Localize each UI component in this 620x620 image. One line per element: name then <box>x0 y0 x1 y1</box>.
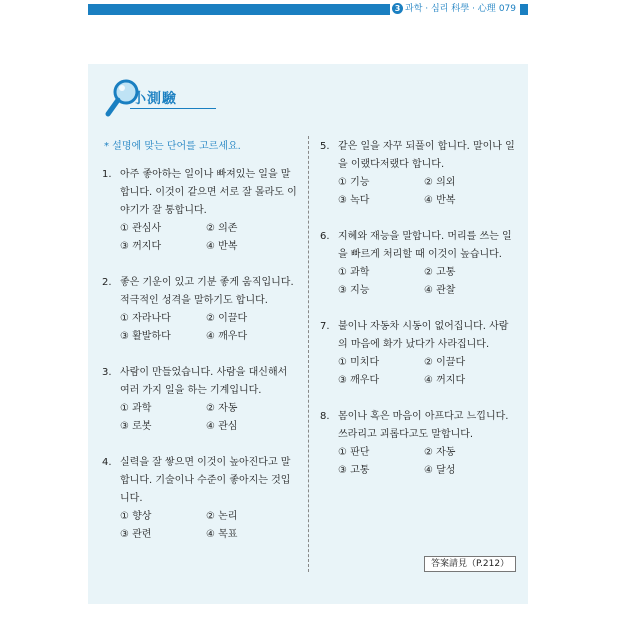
question-line <box>320 138 516 156</box>
answer-option[interactable]: ① 과학 <box>338 267 370 278</box>
quiz-title-area <box>104 74 224 122</box>
question-item <box>320 228 516 300</box>
question-number <box>102 490 120 508</box>
answer-option[interactable]: ② 의존 <box>206 223 238 234</box>
question-text: 을 이랬다저랬다 합니다. <box>338 159 445 170</box>
question-line <box>102 364 302 382</box>
page-number: 079 <box>498 4 516 14</box>
question-item <box>102 166 302 256</box>
question-item <box>320 138 516 210</box>
answer-options <box>120 508 302 544</box>
answer-option[interactable]: ① 판단 <box>338 447 370 458</box>
answer-reference: 答案請見（P.212） <box>424 556 516 572</box>
right-column <box>320 138 516 498</box>
answer-option[interactable]: ② 고통 <box>424 267 456 278</box>
question-text: 야기가 잘 통합니다. <box>120 205 207 216</box>
question-number <box>320 246 338 264</box>
chapter-title: 과학 · 심리 科學 · 心理 <box>405 4 496 14</box>
question-number: 3. <box>102 367 112 378</box>
question-text: 지혜와 재능을 말합니다. 머리를 쓰는 일 <box>338 231 512 242</box>
question-number: 2. <box>102 277 112 288</box>
question-text: 좋은 기운이 있고 기분 좋게 움직입니다. <box>120 277 294 288</box>
question-number <box>102 382 120 400</box>
question-text: 의 마음에 화가 났다가 사라집니다. <box>338 339 490 350</box>
answer-option[interactable]: ④ 반복 <box>424 195 456 206</box>
answer-option[interactable]: ④ 반복 <box>206 241 238 252</box>
question-text: 을 빠르게 처리할 때 이것이 높습니다. <box>338 249 502 260</box>
question-line <box>102 202 302 220</box>
question-item <box>102 274 302 346</box>
answer-option[interactable]: ① 관심사 <box>120 223 162 234</box>
answer-option[interactable]: ③ 관련 <box>120 529 152 540</box>
chapter-label <box>390 3 520 16</box>
quiz-panel <box>88 64 528 604</box>
answer-option[interactable]: ① 과학 <box>120 403 152 414</box>
question-text: 몸이나 혹은 마음이 아프다고 느낍니다. <box>338 411 509 422</box>
answer-option[interactable]: ② 자동 <box>206 403 238 414</box>
answer-options <box>120 310 302 346</box>
answer-option[interactable]: ④ 꺼지다 <box>424 375 466 386</box>
question-number <box>320 156 338 174</box>
left-column <box>102 138 302 562</box>
answer-option[interactable]: ④ 관찰 <box>424 285 456 296</box>
answer-option[interactable]: ③ 활발하다 <box>120 331 171 342</box>
answer-options <box>338 354 516 390</box>
question-line <box>320 156 516 174</box>
question-line <box>102 382 302 400</box>
question-number: 5. <box>320 141 330 152</box>
question-text: 아주 좋아하는 일이나 빠져있는 일을 말 <box>120 169 291 180</box>
answer-option[interactable]: ② 이끌다 <box>206 313 248 324</box>
answer-option[interactable]: ③ 로봇 <box>120 421 152 432</box>
answer-options <box>338 444 516 480</box>
question-line <box>320 426 516 444</box>
question-number <box>320 336 338 354</box>
question-line <box>320 408 516 426</box>
question-number: 4. <box>102 457 112 468</box>
question-line <box>320 246 516 264</box>
question-text: 합니다. 이것이 같으면 서로 잘 몰라도 이 <box>120 187 297 198</box>
question-text: 적극적인 성격을 말하기도 합니다. <box>120 295 268 306</box>
question-number: 1. <box>102 169 112 180</box>
question-line <box>102 274 302 292</box>
question-text: 쓰라리고 괴롭다고도 말합니다. <box>338 429 474 440</box>
answer-options <box>120 400 302 436</box>
question-number <box>320 426 338 444</box>
answer-option[interactable]: ① 미치다 <box>338 357 380 368</box>
answer-option[interactable]: ② 의외 <box>424 177 456 188</box>
question-text: 합니다. 기술이나 수준이 좋아지는 것입 <box>120 475 291 486</box>
question-line <box>320 228 516 246</box>
answer-option[interactable]: ③ 고통 <box>338 465 370 476</box>
question-number: 7. <box>320 321 330 332</box>
answer-option[interactable]: ③ 녹다 <box>338 195 370 206</box>
question-line <box>102 292 302 310</box>
answer-options <box>338 264 516 300</box>
question-number <box>102 472 120 490</box>
question-item <box>320 318 516 390</box>
question-text: 사람이 만들었습니다. 사람을 대신해서 <box>120 367 288 378</box>
chapter-number-badge: 3 <box>392 3 403 14</box>
answer-option[interactable]: ④ 목표 <box>206 529 238 540</box>
question-line <box>102 490 302 508</box>
question-text: 실력을 잘 쌓으면 이것이 높아진다고 말 <box>120 457 291 468</box>
answer-option[interactable]: ③ 꺼지다 <box>120 241 162 252</box>
question-number: 8. <box>320 411 330 422</box>
answer-option[interactable]: ④ 관심 <box>206 421 238 432</box>
header-bar <box>88 4 528 15</box>
answer-option[interactable]: ① 향상 <box>120 511 152 522</box>
question-number <box>102 184 120 202</box>
question-item <box>102 454 302 544</box>
question-text: 불이나 자동차 시동이 없어집니다. 사람 <box>338 321 509 332</box>
question-item <box>102 364 302 436</box>
question-text: 니다. <box>120 493 143 504</box>
instruction-text: * 설명에 맞는 단어를 고르세요. <box>104 141 241 152</box>
question-line <box>102 184 302 202</box>
answer-option[interactable]: ④ 깨우다 <box>206 331 248 342</box>
column-divider <box>308 136 309 572</box>
answer-option[interactable]: ② 이끌다 <box>424 357 466 368</box>
question-item <box>320 408 516 480</box>
answer-option[interactable]: ① 기능 <box>338 177 370 188</box>
answer-option[interactable]: ③ 지능 <box>338 285 370 296</box>
question-line <box>320 336 516 354</box>
question-line <box>320 318 516 336</box>
question-line <box>102 166 302 184</box>
quiz-title: 小測驗 <box>132 91 177 107</box>
question-line <box>102 472 302 490</box>
question-text: 같은 일을 자꾸 되풀이 합니다. 말이나 일 <box>338 141 515 152</box>
answer-option[interactable]: ③ 깨우다 <box>338 375 380 386</box>
answer-option[interactable]: ① 자라나다 <box>120 313 171 324</box>
answer-option[interactable]: ② 자동 <box>424 447 456 458</box>
question-text: 여러 가지 일을 하는 기계입니다. <box>120 385 262 396</box>
question-number <box>102 292 120 310</box>
answer-option[interactable]: ② 논리 <box>206 511 238 522</box>
answer-option[interactable]: ④ 달성 <box>424 465 456 476</box>
question-line <box>102 454 302 472</box>
answer-options <box>120 220 302 256</box>
answer-options <box>338 174 516 210</box>
question-number: 6. <box>320 231 330 242</box>
question-number <box>102 202 120 220</box>
title-underline <box>130 108 216 109</box>
